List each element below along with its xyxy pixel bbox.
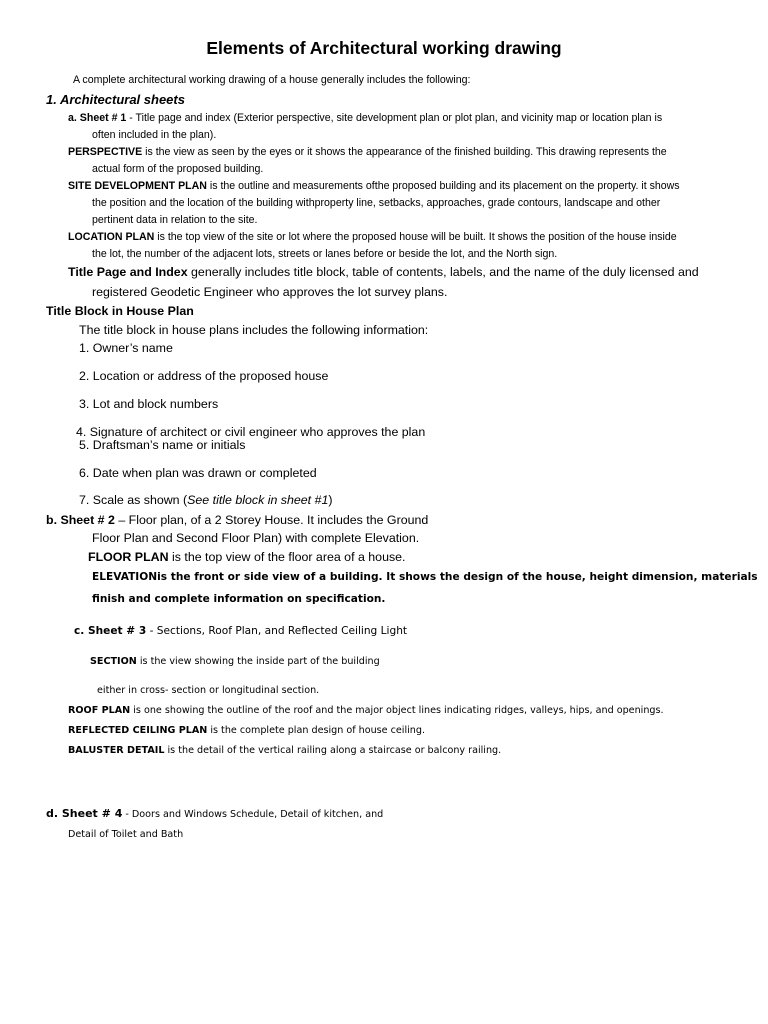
sheet4-text: - Doors and Windows Schedule, Detail of kitchen, and xyxy=(122,809,384,820)
list-item: 4. Signature of architect or civil engineer who approves the plan xyxy=(76,425,426,439)
title-page-line2: registered Geodetic Engineer who approves the lot survey plans. xyxy=(92,285,448,299)
sheet1-line2: often included in the plan). xyxy=(92,129,217,141)
section-text: is the view showing the inside part of the building xyxy=(136,656,380,667)
list-item: 2. Location or address of the proposed house xyxy=(79,369,329,383)
list-item xyxy=(79,494,333,506)
title-block-heading: Title Block in House Plan xyxy=(46,304,194,318)
title-page-line1 xyxy=(68,266,699,278)
perspective-term: PERSPECTIVE xyxy=(68,146,143,158)
sheet2-line1 xyxy=(46,514,428,526)
roof-plan-text: is one showing the outline of the roof and the major object lines indicating ridges, valleys, hips, and openings. xyxy=(130,705,664,716)
list-item: 6. Date when plan was drawn or completed xyxy=(79,466,317,480)
baluster-text: is the detail of the vertical railing along a staircase or balcony railing. xyxy=(164,745,502,756)
section-heading-architectural-sheets: 1. Architectural sheets xyxy=(46,92,185,107)
elevation-term: ELEVATION xyxy=(92,571,158,583)
title-page-term: Title Page and Index xyxy=(68,265,188,279)
list-item-text: 7. Scale as shown ( xyxy=(79,493,188,507)
roof-plan-line xyxy=(68,706,664,716)
elevation-text: is the front or side view of a building. It shows the design of the house, height dimension, materials xyxy=(157,571,758,583)
floor-plan-text: is the top view of the floor area of a house. xyxy=(168,550,406,564)
site-dev-line2: the position and the location of the building withproperty line, setbacks, approaches, grade contours, landscape and other xyxy=(92,197,661,209)
list-item: 1. Owner’s name xyxy=(79,341,173,355)
section-term: SECTION xyxy=(90,656,137,667)
rcp-term: REFLECTED CEILING PLAN xyxy=(68,725,208,736)
floor-plan-line xyxy=(88,551,406,563)
location-plan-line1 xyxy=(68,232,677,243)
baluster-term: BALUSTER DETAIL xyxy=(68,745,165,756)
location-plan-line2: the lot, the number of the adjacent lots, streets or lanes before or beside the lot, and the North sign. xyxy=(92,248,558,260)
perspective-line1 xyxy=(68,147,667,158)
site-dev-line3: pertinent data in relation to the site. xyxy=(92,214,258,226)
sheet4-line1 xyxy=(46,808,383,820)
site-dev-text: is the outline and measurements ofthe proposed building and its placement on the property. it shows xyxy=(206,180,680,192)
section-line1 xyxy=(90,657,380,667)
location-plan-text: is the top view of the site or lot where the proposed house will be built. It shows the position of the house inside xyxy=(154,231,677,243)
title-page-text: generally includes title block, table of contents, labels, and the name of the duly licensed and xyxy=(187,265,699,279)
elevation-line2: finish and complete information on specification. xyxy=(92,593,386,605)
sheet1-text: - Title page and index (Exterior perspective, site development plan or plot plan, and vicinity map or location plan is xyxy=(126,112,663,124)
title-block-intro: The title block in house plans includes the following information: xyxy=(79,323,429,337)
sheet1-label: a. Sheet # 1 xyxy=(68,112,127,124)
list-item-italic: See title block in sheet #1 xyxy=(187,493,329,507)
sheet3-label: c. Sheet # 3 xyxy=(74,625,147,637)
page-title: Elements of Architectural working drawing xyxy=(206,38,562,58)
site-dev-line1 xyxy=(68,181,680,192)
roof-plan-term: ROOF PLAN xyxy=(68,705,131,716)
perspective-line2: actual form of the proposed building. xyxy=(92,163,264,175)
sheet4-line2: Detail of Toilet and Bath xyxy=(68,829,184,840)
site-dev-term: SITE DEVELOPMENT PLAN xyxy=(68,180,207,192)
rcp-text: is the complete plan design of house ceiling. xyxy=(207,725,426,736)
sheet2-text: – Floor plan, of a 2 Storey House. It includes the Ground xyxy=(114,513,429,527)
sheet3-text: - Sections, Roof Plan, and Reflected Ceiling Light xyxy=(146,625,408,637)
list-item: 3. Lot and block numbers xyxy=(79,397,219,411)
sheet4-label: d. Sheet # 4 xyxy=(46,807,123,820)
sheet2-line2: Floor Plan and Second Floor Plan) with complete Elevation. xyxy=(92,531,420,545)
list-item: 5. Draftsman’s name or initials xyxy=(79,438,246,452)
elevation-line1 xyxy=(92,572,758,583)
baluster-line xyxy=(68,746,501,756)
floor-plan-term: FLOOR PLAN xyxy=(88,550,169,564)
section-line2: either in cross- section or longitudinal section. xyxy=(97,685,320,696)
intro-text: A complete architectural working drawing of a house generally includes the following: xyxy=(73,74,471,86)
location-plan-term: LOCATION PLAN xyxy=(68,231,155,243)
list-item-end: ) xyxy=(328,493,333,507)
sheet3-line xyxy=(74,626,407,637)
perspective-text: is the view as seen by the eyes or it shows the appearance of the finished building. This drawing represents the xyxy=(142,146,667,158)
sheet2-label: b. Sheet # 2 xyxy=(46,513,115,527)
rcp-line xyxy=(68,726,425,736)
sheet1-line1 xyxy=(68,113,662,124)
